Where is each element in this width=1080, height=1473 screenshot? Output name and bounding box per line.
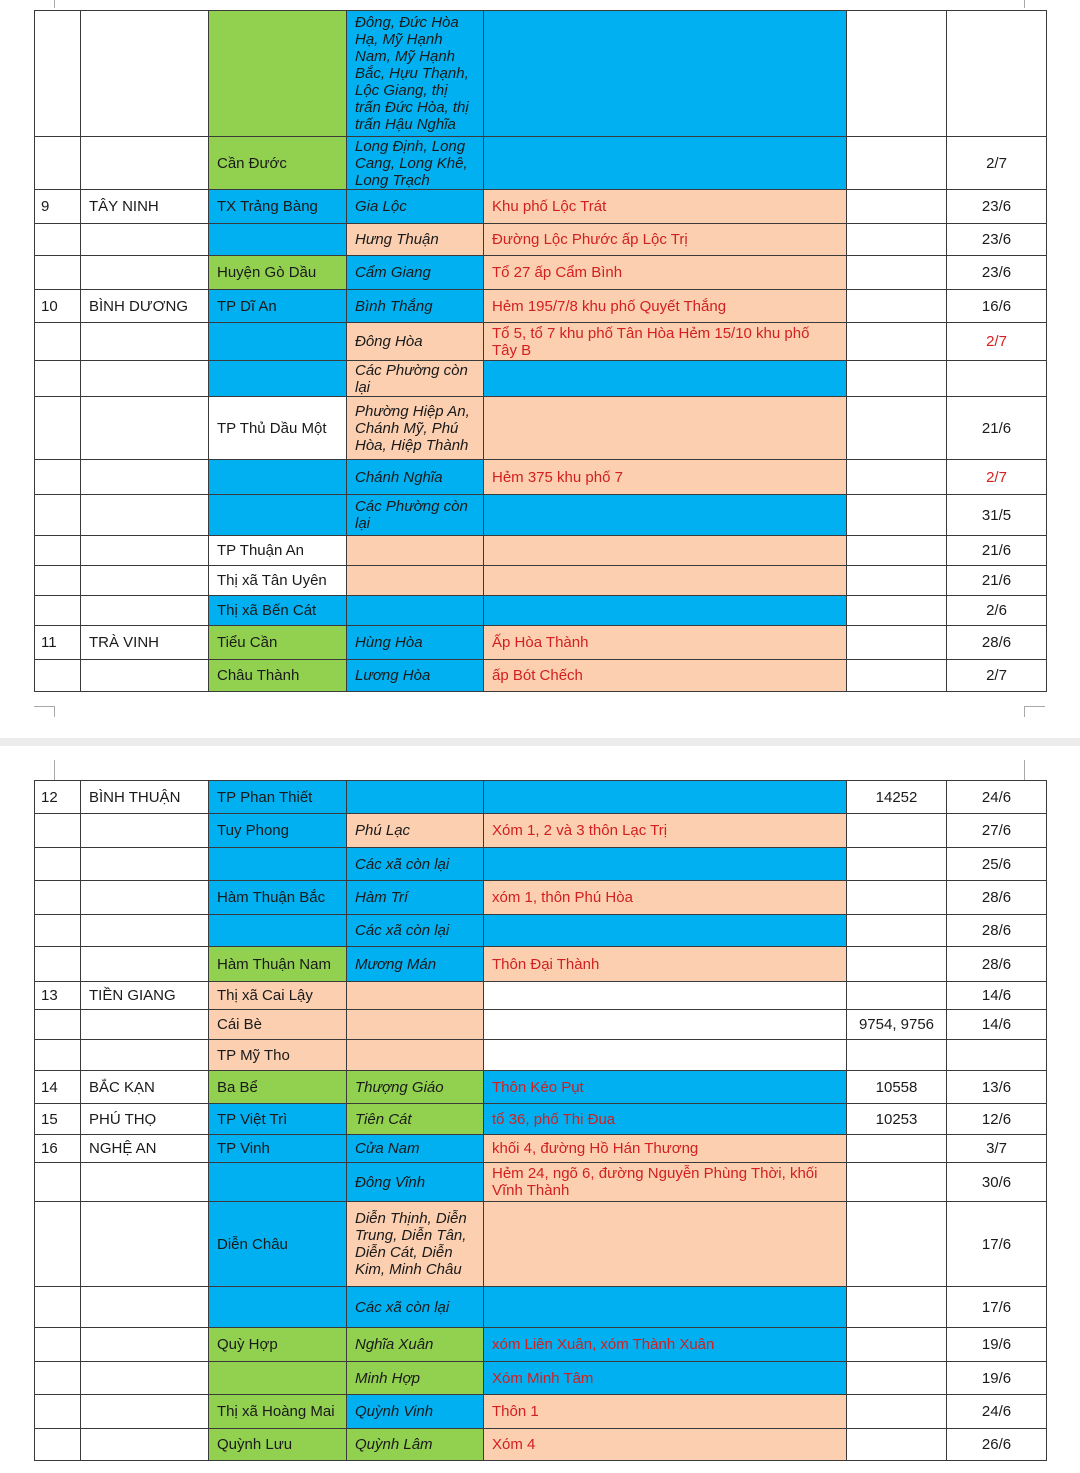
table-row	[35, 1071, 1047, 1104]
row-number-cell	[35, 814, 81, 848]
commune-cell: Cẩm Giang	[347, 256, 484, 290]
district-cell: Huyện Gò Dầu	[209, 256, 347, 290]
case-code-cell	[847, 224, 947, 256]
province-cell	[81, 1328, 209, 1362]
district-cell: Cần Đước	[209, 137, 347, 190]
case-code-cell	[847, 1202, 947, 1287]
date-cell: 17/6	[947, 1287, 1047, 1328]
row-number-cell	[35, 1362, 81, 1395]
district-cell: Hàm Thuận Bắc	[209, 881, 347, 915]
province-cell	[81, 256, 209, 290]
province-cell	[81, 848, 209, 881]
detail-cell	[484, 848, 847, 881]
row-number-cell	[35, 495, 81, 536]
detail-cell	[484, 1287, 847, 1328]
commune-cell	[347, 1010, 484, 1040]
district-cell: Cái Bè	[209, 1010, 347, 1040]
district-cell: TP Việt Trì	[209, 1104, 347, 1135]
detail-cell	[484, 596, 847, 626]
date-cell: 23/6	[947, 224, 1047, 256]
row-number-cell	[35, 848, 81, 881]
district-cell: Quỳnh Lưu	[209, 1429, 347, 1461]
commune-cell	[347, 982, 484, 1010]
detail-cell	[484, 361, 847, 397]
case-code-cell	[847, 460, 947, 495]
province-cell: BẮC KẠN	[81, 1071, 209, 1104]
detail-cell	[484, 137, 847, 190]
row-number-cell	[35, 660, 81, 692]
district-cell	[209, 361, 347, 397]
commune-cell: Hàm Trí	[347, 881, 484, 915]
table-row	[35, 982, 1047, 1010]
commune-cell: Bình Thắng	[347, 290, 484, 323]
case-code-cell: 9754, 9756	[847, 1010, 947, 1040]
case-code-cell	[847, 137, 947, 190]
table-row	[35, 781, 1047, 814]
commune-cell: Minh Hợp	[347, 1362, 484, 1395]
district-cell: Thị xã Bến Cát	[209, 596, 347, 626]
row-number-cell	[35, 361, 81, 397]
table-row	[35, 1328, 1047, 1362]
province-cell	[81, 814, 209, 848]
province-cell	[81, 1202, 209, 1287]
case-code-cell	[847, 982, 947, 1010]
case-code-cell	[847, 361, 947, 397]
row-number-cell	[35, 224, 81, 256]
table-row	[35, 290, 1047, 323]
detail-cell: tổ 36, phố Thi Đua	[484, 1104, 847, 1135]
date-cell: 21/6	[947, 536, 1047, 566]
table-row	[35, 137, 1047, 190]
row-number-cell	[35, 323, 81, 361]
case-code-cell	[847, 1429, 947, 1461]
detail-cell: Hẻm 24, ngõ 6, đường Nguyễn Phùng Thời, khối Vĩnh Thành	[484, 1163, 847, 1202]
date-cell: 14/6	[947, 1010, 1047, 1040]
commune-cell: Mương Mán	[347, 947, 484, 982]
row-number-cell	[35, 1429, 81, 1461]
province-cell	[81, 1163, 209, 1202]
case-code-cell	[847, 915, 947, 947]
detail-cell: ấp Bót Chếch	[484, 660, 847, 692]
date-cell	[947, 361, 1047, 397]
row-number-cell	[35, 397, 81, 460]
date-cell: 21/6	[947, 397, 1047, 460]
row-number-cell	[35, 881, 81, 915]
corner-mark	[1024, 0, 1025, 8]
district-cell	[209, 848, 347, 881]
table-row	[35, 660, 1047, 692]
commune-cell: Đông Hòa	[347, 323, 484, 361]
detail-cell	[484, 495, 847, 536]
province-cell	[81, 361, 209, 397]
row-number-cell: 11	[35, 626, 81, 660]
row-number-cell: 9	[35, 190, 81, 224]
commune-cell: Các xã còn lại	[347, 848, 484, 881]
district-cell: TP Vinh	[209, 1135, 347, 1163]
district-cell: Thị xã Cai Lậy	[209, 982, 347, 1010]
corner-mark	[54, 760, 55, 780]
table-row	[35, 1362, 1047, 1395]
province-cell	[81, 566, 209, 596]
detail-cell	[484, 566, 847, 596]
case-code-cell	[847, 1040, 947, 1071]
table-row	[35, 397, 1047, 460]
province-cell	[81, 660, 209, 692]
date-cell: 16/6	[947, 290, 1047, 323]
case-code-cell	[847, 1395, 947, 1429]
outbreak-table-part-2	[34, 780, 1047, 1461]
date-cell: 12/6	[947, 1104, 1047, 1135]
date-cell: 2/7	[947, 323, 1047, 361]
detail-cell: xóm Liên Xuân, xóm Thành Xuân	[484, 1328, 847, 1362]
province-cell	[81, 915, 209, 947]
row-number-cell	[35, 947, 81, 982]
date-cell: 3/7	[947, 1135, 1047, 1163]
table-row	[35, 1395, 1047, 1429]
province-cell	[81, 460, 209, 495]
commune-cell: Tiên Cát	[347, 1104, 484, 1135]
row-number-cell	[35, 1328, 81, 1362]
table-row	[35, 256, 1047, 290]
table-row	[35, 190, 1047, 224]
commune-cell: Chánh Nghĩa	[347, 460, 484, 495]
date-cell: 28/6	[947, 915, 1047, 947]
table-row	[35, 224, 1047, 256]
case-code-cell	[847, 495, 947, 536]
detail-cell: Xóm 1, 2 và 3 thôn Lạc Trị	[484, 814, 847, 848]
table-row	[35, 947, 1047, 982]
detail-cell	[484, 397, 847, 460]
district-cell	[209, 224, 347, 256]
date-cell: 30/6	[947, 1163, 1047, 1202]
district-cell: Tuy Phong	[209, 814, 347, 848]
district-cell: Tiểu Cần	[209, 626, 347, 660]
district-cell	[209, 495, 347, 536]
commune-cell: Các Phường còn lại	[347, 361, 484, 397]
district-cell: Quỳ Hợp	[209, 1328, 347, 1362]
detail-cell: Khu phố Lộc Trát	[484, 190, 847, 224]
date-cell: 28/6	[947, 947, 1047, 982]
district-cell: Ba Bể	[209, 1071, 347, 1104]
row-number-cell	[35, 1010, 81, 1040]
case-code-cell	[847, 660, 947, 692]
detail-cell: Tổ 27 ấp Cẩm Bình	[484, 256, 847, 290]
province-cell	[81, 1040, 209, 1071]
date-cell: 17/6	[947, 1202, 1047, 1287]
row-number-cell	[35, 256, 81, 290]
date-cell: 19/6	[947, 1328, 1047, 1362]
commune-cell	[347, 536, 484, 566]
case-code-cell	[847, 323, 947, 361]
table-row	[35, 881, 1047, 915]
district-cell: Diễn Châu	[209, 1202, 347, 1287]
table-row	[35, 626, 1047, 660]
row-number-cell	[35, 1395, 81, 1429]
case-code-cell	[847, 626, 947, 660]
province-cell	[81, 323, 209, 361]
table-row	[35, 323, 1047, 361]
detail-cell	[484, 11, 847, 137]
province-cell: PHÚ THỌ	[81, 1104, 209, 1135]
row-number-cell	[35, 596, 81, 626]
case-code-cell	[847, 290, 947, 323]
table-row	[35, 536, 1047, 566]
commune-cell: Thượng Giáo	[347, 1071, 484, 1104]
row-number-cell	[35, 1202, 81, 1287]
date-cell: 24/6	[947, 1395, 1047, 1429]
province-cell	[81, 397, 209, 460]
case-code-cell	[847, 566, 947, 596]
commune-cell: Quỳnh Lâm	[347, 1429, 484, 1461]
district-cell: Châu Thành	[209, 660, 347, 692]
detail-cell	[484, 781, 847, 814]
commune-cell	[347, 781, 484, 814]
row-number-cell: 15	[35, 1104, 81, 1135]
table-row	[35, 495, 1047, 536]
commune-cell: Đông, Đức Hòa Hạ, Mỹ Hạnh Nam, Mỹ Hạnh Bắc, Hựu Thạnh, Lộc Giang, thị trấn Đức Hòa, thị trấn Hậu Nghĩa	[347, 11, 484, 137]
row-number-cell	[35, 536, 81, 566]
province-cell: BÌNH DƯƠNG	[81, 290, 209, 323]
row-number-cell	[35, 137, 81, 190]
district-cell: Hàm Thuận Nam	[209, 947, 347, 982]
row-number-cell	[35, 1040, 81, 1071]
table-row	[35, 848, 1047, 881]
case-code-cell	[847, 1362, 947, 1395]
date-cell: 13/6	[947, 1071, 1047, 1104]
date-cell	[947, 1040, 1047, 1071]
date-cell: 28/6	[947, 881, 1047, 915]
province-cell	[81, 881, 209, 915]
province-cell	[81, 536, 209, 566]
commune-cell: Diễn Thịnh, Diễn Trung, Diễn Tân, Diễn Cát, Diễn Kim, Minh Châu	[347, 1202, 484, 1287]
row-number-cell	[35, 566, 81, 596]
detail-cell	[484, 1010, 847, 1040]
case-code-cell	[847, 881, 947, 915]
case-code-cell: 10558	[847, 1071, 947, 1104]
detail-cell: Thôn 1	[484, 1395, 847, 1429]
commune-cell: Đông Vĩnh	[347, 1163, 484, 1202]
district-cell: TP Thuận An	[209, 536, 347, 566]
case-code-cell	[847, 536, 947, 566]
detail-cell	[484, 1202, 847, 1287]
case-code-cell	[847, 397, 947, 460]
province-cell	[81, 596, 209, 626]
row-number-cell: 16	[35, 1135, 81, 1163]
district-cell	[209, 1287, 347, 1328]
corner-mark	[1024, 706, 1045, 717]
corner-mark	[1024, 760, 1025, 780]
district-cell: TP Dĩ An	[209, 290, 347, 323]
province-cell: NGHỆ AN	[81, 1135, 209, 1163]
province-cell: TRÀ VINH	[81, 626, 209, 660]
case-code-cell	[847, 256, 947, 290]
province-cell	[81, 1287, 209, 1328]
district-cell	[209, 11, 347, 137]
table-row	[35, 1163, 1047, 1202]
table-row	[35, 915, 1047, 947]
detail-cell	[484, 536, 847, 566]
date-cell: 28/6	[947, 626, 1047, 660]
case-code-cell	[847, 596, 947, 626]
outbreak-table-part-1	[34, 10, 1047, 692]
province-cell	[81, 224, 209, 256]
district-cell: Thị xã Tân Uyên	[209, 566, 347, 596]
case-code-cell	[847, 848, 947, 881]
province-cell: TÂY NINH	[81, 190, 209, 224]
date-cell: 2/6	[947, 596, 1047, 626]
commune-cell	[347, 566, 484, 596]
detail-cell: Đường Lộc Phước ấp Lộc Trị	[484, 224, 847, 256]
province-cell	[81, 947, 209, 982]
date-cell: 25/6	[947, 848, 1047, 881]
province-cell: BÌNH THUẬN	[81, 781, 209, 814]
commune-cell: Các xã còn lại	[347, 915, 484, 947]
table-row	[35, 1010, 1047, 1040]
table-row	[35, 596, 1047, 626]
case-code-cell	[847, 1135, 947, 1163]
document-page-2	[0, 746, 1080, 1473]
commune-cell: Các Phường còn lại	[347, 495, 484, 536]
detail-cell: Thôn Kéo Pụt	[484, 1071, 847, 1104]
province-cell	[81, 137, 209, 190]
commune-cell	[347, 1040, 484, 1071]
case-code-cell	[847, 947, 947, 982]
table-row	[35, 1135, 1047, 1163]
corner-mark	[34, 706, 55, 717]
commune-cell: Các xã còn lại	[347, 1287, 484, 1328]
table-row	[35, 460, 1047, 495]
date-cell: 14/6	[947, 982, 1047, 1010]
commune-cell: Gia Lộc	[347, 190, 484, 224]
commune-cell: Quỳnh Vinh	[347, 1395, 484, 1429]
date-cell: 24/6	[947, 781, 1047, 814]
date-cell: 19/6	[947, 1362, 1047, 1395]
table-row	[35, 11, 1047, 137]
row-number-cell	[35, 11, 81, 137]
detail-cell: khối 4, đường Hồ Hán Thương	[484, 1135, 847, 1163]
detail-cell: Xóm Minh Tâm	[484, 1362, 847, 1395]
province-cell: TIỀN GIANG	[81, 982, 209, 1010]
date-cell: 26/6	[947, 1429, 1047, 1461]
row-number-cell	[35, 460, 81, 495]
table-row	[35, 814, 1047, 848]
detail-cell	[484, 1040, 847, 1071]
case-code-cell	[847, 1328, 947, 1362]
date-cell: 2/7	[947, 137, 1047, 190]
case-code-cell: 14252	[847, 781, 947, 814]
case-code-cell	[847, 1163, 947, 1202]
district-cell: TP Phan Thiết	[209, 781, 347, 814]
commune-cell: Hùng Hòa	[347, 626, 484, 660]
commune-cell: Phường Hiệp An, Chánh Mỹ, Phú Hòa, Hiệp Thành	[347, 397, 484, 460]
row-number-cell: 13	[35, 982, 81, 1010]
district-cell	[209, 1163, 347, 1202]
detail-cell: Xóm 4	[484, 1429, 847, 1461]
case-code-cell	[847, 11, 947, 137]
detail-cell	[484, 915, 847, 947]
detail-cell: Hẻm 195/7/8 khu phố Quyết Thắng	[484, 290, 847, 323]
date-cell: 31/5	[947, 495, 1047, 536]
row-number-cell: 10	[35, 290, 81, 323]
detail-cell: xóm 1, thôn Phú Hòa	[484, 881, 847, 915]
commune-cell: Hưng Thuận	[347, 224, 484, 256]
district-cell: Thị xã Hoàng Mai	[209, 1395, 347, 1429]
detail-cell: Hẻm 375 khu phố 7	[484, 460, 847, 495]
detail-cell: Ấp Hòa Thành	[484, 626, 847, 660]
table-row	[35, 1040, 1047, 1071]
table-row	[35, 361, 1047, 397]
table-row	[35, 1429, 1047, 1461]
case-code-cell	[847, 1287, 947, 1328]
district-cell: TX Trảng Bàng	[209, 190, 347, 224]
province-cell	[81, 1010, 209, 1040]
province-cell	[81, 11, 209, 137]
commune-cell	[347, 596, 484, 626]
table-row	[35, 1202, 1047, 1287]
district-cell: TP Thủ Dầu Một	[209, 397, 347, 460]
district-cell	[209, 1362, 347, 1395]
district-cell	[209, 323, 347, 361]
date-cell: 21/6	[947, 566, 1047, 596]
table-row	[35, 566, 1047, 596]
row-number-cell: 14	[35, 1071, 81, 1104]
case-code-cell	[847, 814, 947, 848]
date-cell: 2/7	[947, 460, 1047, 495]
detail-cell	[484, 982, 847, 1010]
date-cell	[947, 11, 1047, 137]
district-cell: TP Mỹ Tho	[209, 1040, 347, 1071]
row-number-cell: 12	[35, 781, 81, 814]
page-separator	[0, 738, 1080, 746]
district-cell	[209, 915, 347, 947]
commune-cell: Lương Hòa	[347, 660, 484, 692]
commune-cell: Cửa Nam	[347, 1135, 484, 1163]
date-cell: 23/6	[947, 190, 1047, 224]
table-row	[35, 1287, 1047, 1328]
commune-cell: Phú Lạc	[347, 814, 484, 848]
detail-cell: Thôn Đại Thành	[484, 947, 847, 982]
case-code-cell: 10253	[847, 1104, 947, 1135]
province-cell	[81, 1362, 209, 1395]
row-number-cell	[35, 915, 81, 947]
date-cell: 23/6	[947, 256, 1047, 290]
province-cell	[81, 1395, 209, 1429]
province-cell	[81, 495, 209, 536]
date-cell: 2/7	[947, 660, 1047, 692]
province-cell	[81, 1429, 209, 1461]
detail-cell: Tổ 5, tổ 7 khu phố Tân Hòa Hẻm 15/10 khu phố Tây B	[484, 323, 847, 361]
commune-cell: Nghĩa Xuân	[347, 1328, 484, 1362]
commune-cell: Long Định, Long Cang, Long Khê, Long Trạch	[347, 137, 484, 190]
case-code-cell	[847, 190, 947, 224]
row-number-cell	[35, 1287, 81, 1328]
date-cell: 27/6	[947, 814, 1047, 848]
district-cell	[209, 460, 347, 495]
corner-mark	[54, 0, 55, 8]
table-row	[35, 1104, 1047, 1135]
row-number-cell	[35, 1163, 81, 1202]
